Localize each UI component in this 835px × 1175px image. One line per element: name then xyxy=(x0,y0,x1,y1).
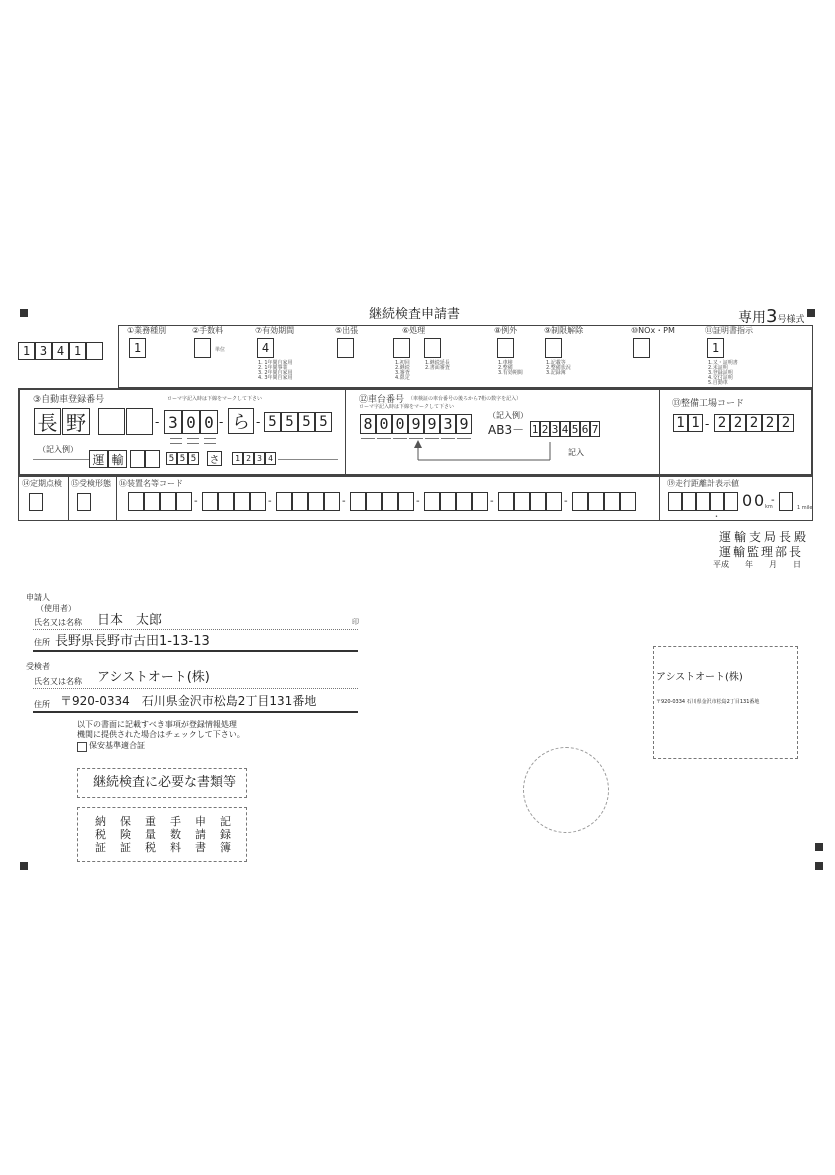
odo-unit2: 1 mile xyxy=(797,505,813,511)
example-class: 5 xyxy=(166,452,177,465)
addressee-line2: 運輸監理部長 xyxy=(719,545,804,559)
shori-note: 2.継続 xyxy=(395,365,410,371)
odo-label: ⑲走行距離計表示値 xyxy=(667,479,739,488)
class-digit[interactable]: 0 xyxy=(200,410,218,434)
seigen-label: ⑨制限解除 xyxy=(544,326,584,335)
odo-digit[interactable] xyxy=(710,492,724,511)
separator: - xyxy=(194,496,198,507)
separator: - xyxy=(342,496,346,507)
example-serial: 2 xyxy=(243,452,254,465)
applicant-role: （使用者） xyxy=(36,604,76,613)
seal-mark: 印 xyxy=(352,618,359,626)
shomei-label: ⑪証明書指示 xyxy=(705,326,753,335)
sochi-digit[interactable] xyxy=(292,492,308,511)
place-char[interactable]: 長 xyxy=(34,408,61,435)
odo-digit[interactable] xyxy=(724,492,738,511)
sochi-digit[interactable] xyxy=(202,492,218,511)
separator: - xyxy=(771,495,775,506)
odo-zero: 0 xyxy=(754,491,765,510)
applicant-address[interactable]: 長野県長野市古田1-13-13 xyxy=(55,634,210,649)
maintenance-label: ⑬整備工場コード xyxy=(672,399,745,409)
romaji-mark[interactable] xyxy=(187,438,199,439)
chassis-digit[interactable]: 0 xyxy=(376,414,392,434)
romaji-mark[interactable] xyxy=(377,438,391,439)
registration-mark xyxy=(20,309,28,317)
example-class: 5 xyxy=(188,452,199,465)
separator: - xyxy=(490,496,494,507)
sochi-digit[interactable] xyxy=(424,492,440,511)
shutsuen-field[interactable] xyxy=(337,338,354,358)
example-serial: 3 xyxy=(254,452,265,465)
form-code-digit[interactable]: 3 xyxy=(35,342,52,360)
example-place xyxy=(130,450,145,468)
sochi-digit[interactable] xyxy=(276,492,292,511)
reigai-field[interactable] xyxy=(497,338,514,358)
chassis-digit[interactable]: 0 xyxy=(392,414,408,434)
sochi-digit[interactable] xyxy=(218,492,234,511)
agent-address[interactable]: 〒920-0334 石川県金沢市松島2丁目131番地 xyxy=(60,694,317,708)
chassis-digit[interactable]: 9 xyxy=(408,414,424,434)
shori-note: 1.継続延長 xyxy=(425,360,450,366)
tesuryo-label: ②手数料 xyxy=(192,326,224,335)
sochi-digit[interactable] xyxy=(546,492,562,511)
sochi-digit[interactable] xyxy=(604,492,620,511)
sochi-digit[interactable] xyxy=(472,492,488,511)
sochi-digit[interactable] xyxy=(620,492,636,511)
reigai-note: 1.車検 xyxy=(498,360,513,366)
chassis-note: （車検証の車台番号の後ろから7桁の数字を記入） xyxy=(408,396,522,402)
sochi-digit[interactable] xyxy=(498,492,514,511)
separator: - xyxy=(155,415,160,429)
yuko-note: 3. 2年間自家用 xyxy=(258,370,293,376)
shomei-note: 3.登録証明 xyxy=(708,370,733,376)
separator: - xyxy=(268,496,272,507)
addressee-line1: 運輸支局長殿 xyxy=(719,530,810,544)
sochi-digit[interactable] xyxy=(440,492,456,511)
sochi-label: ⑯装置名等コード xyxy=(119,479,183,488)
yuko-note: 2. 1年間事業 xyxy=(258,365,288,371)
address-line xyxy=(33,650,358,652)
shori-field-a[interactable] xyxy=(393,338,410,358)
doc-item-shinsei: 申 請 書 xyxy=(195,815,206,854)
chassis-note: ローマ字記入時は下線をマークして下さい xyxy=(359,404,455,410)
example-digit: 3 xyxy=(551,422,559,436)
sochi-digit[interactable] xyxy=(514,492,530,511)
doc-item-nozei: 納 税 証 xyxy=(95,815,106,854)
maintenance-digit[interactable]: 1 xyxy=(688,414,703,432)
yuko-note: 4. 3年間自家用 xyxy=(258,375,293,381)
odo-digit[interactable] xyxy=(668,492,682,511)
shori-note: 4.限定 xyxy=(395,375,410,381)
chassis-label: ⑫車台番号 xyxy=(359,395,405,405)
form-code-digit[interactable]: 1 xyxy=(18,342,35,360)
gyomu-label: ①業務種別 xyxy=(127,326,167,335)
place-char[interactable] xyxy=(126,408,153,435)
arrow-icon xyxy=(410,436,560,466)
form-prefix: 専用 xyxy=(738,310,766,326)
chassis-digit[interactable]: 8 xyxy=(360,414,376,434)
jushin-label: ⑮受検形態 xyxy=(71,479,111,488)
example-place xyxy=(145,450,160,468)
example-digit: 6 xyxy=(581,422,589,436)
applicant-section: 申請人 xyxy=(26,593,50,602)
maintenance-digit[interactable]: 2 xyxy=(746,414,762,432)
romaji-mark[interactable] xyxy=(170,438,182,439)
registration-mark xyxy=(807,309,815,317)
maintenance-digit[interactable]: 2 xyxy=(714,414,730,432)
odo-digit[interactable] xyxy=(682,492,696,511)
form-code-digit[interactable]: 4 xyxy=(52,342,69,360)
sochi-digit[interactable] xyxy=(250,492,266,511)
sochi-digit[interactable] xyxy=(382,492,398,511)
example-serial: 1 xyxy=(232,452,243,465)
class-digit[interactable]: 3 xyxy=(164,410,182,434)
compliance-checkbox[interactable] xyxy=(77,742,87,752)
sochi-digit[interactable] xyxy=(308,492,324,511)
romaji-mark[interactable] xyxy=(204,443,216,444)
example-label: （記入例） xyxy=(38,445,78,454)
gyomu-field[interactable]: 1 xyxy=(129,338,146,358)
example-serial: 4 xyxy=(265,452,276,465)
reigai-note: 2.整備 xyxy=(498,365,513,371)
doc-item-kiroku: 記 録 簿 xyxy=(220,815,231,854)
doc-item-tesu: 手 数 料 xyxy=(170,815,181,854)
applicant-name[interactable]: 日本 太郎 xyxy=(97,613,163,628)
agent-name-label: 氏名又は名称 xyxy=(34,677,82,686)
shori-label: ⑥処理 xyxy=(402,326,426,335)
seigen-note: 1.記載等 xyxy=(546,360,566,366)
romaji-mark[interactable] xyxy=(393,438,407,439)
example-connector xyxy=(278,459,338,460)
place-char[interactable] xyxy=(98,408,125,435)
date-line: 平成 年 月 日 xyxy=(713,560,801,569)
serial-digit[interactable]: 5 xyxy=(315,412,332,432)
example-digit: 5 xyxy=(571,422,579,436)
doc-item-juryo: 重 量 税 xyxy=(145,815,156,854)
chassis-kinyu: 記入 xyxy=(568,448,584,457)
maintenance-digit[interactable]: 2 xyxy=(778,414,794,432)
name-line xyxy=(33,688,358,689)
seigen-note: 2.整備状況 xyxy=(546,365,571,371)
example-place: 輸 xyxy=(108,450,127,468)
sochi-digit[interactable] xyxy=(456,492,472,511)
maintenance-digit[interactable]: 2 xyxy=(730,414,746,432)
odo-zero: 0 xyxy=(742,491,753,510)
yuko-field[interactable]: 4 xyxy=(257,338,274,358)
kana-char[interactable]: ら xyxy=(228,408,254,434)
maintenance-digit[interactable]: 1 xyxy=(673,414,688,432)
example-digit: 2 xyxy=(541,422,549,436)
romaji-mark[interactable] xyxy=(170,443,182,444)
seal-circle xyxy=(523,747,609,833)
example-class: 5 xyxy=(177,452,188,465)
romaji-mark[interactable] xyxy=(361,438,375,439)
registration-label: ③自動車登録番号 xyxy=(33,395,105,405)
registration-mark xyxy=(815,843,823,851)
divider xyxy=(345,388,346,476)
teiki-field[interactable] xyxy=(29,493,43,511)
example-kana: さ xyxy=(207,451,222,466)
place-char[interactable]: 野 xyxy=(62,408,90,435)
chassis-example-label: （記入例） xyxy=(488,411,528,420)
nox-label: ⑩NOx・PM xyxy=(631,326,675,335)
serial-digit[interactable]: 5 xyxy=(298,412,315,432)
agent-name[interactable]: アシストオート(株) xyxy=(97,670,210,685)
agent-section: 受検者 xyxy=(26,662,50,671)
divider xyxy=(68,476,69,521)
serial-digit[interactable]: 5 xyxy=(281,412,298,432)
sochi-digit[interactable] xyxy=(176,492,192,511)
shori-field-b[interactable] xyxy=(424,338,441,358)
example-place: 運 xyxy=(89,450,108,468)
sochi-digit[interactable] xyxy=(160,492,176,511)
seigen-field[interactable] xyxy=(545,338,562,358)
separator: - xyxy=(705,417,710,431)
separator: - xyxy=(256,415,261,429)
romaji-mark[interactable] xyxy=(204,438,216,439)
yuko-note: 1. 1年間自家用 xyxy=(258,360,293,366)
sochi-digit[interactable] xyxy=(350,492,366,511)
form-type xyxy=(738,308,804,326)
shutsuen-label: ⑤出張 xyxy=(335,326,359,335)
sochi-digit[interactable] xyxy=(324,492,340,511)
stamp-address: 〒920-0334 石川県金沢市松島2丁目131番地 xyxy=(656,699,760,705)
stamp-name: アシストオート(株) xyxy=(656,672,743,683)
shomei-note: 5.自動車 xyxy=(708,380,728,386)
sochi-digit[interactable] xyxy=(398,492,414,511)
applicant-name-label: 氏名又は名称 xyxy=(34,618,82,627)
tesuryo-field[interactable] xyxy=(194,338,211,358)
class-digit[interactable]: 0 xyxy=(182,410,200,434)
separator: - xyxy=(416,496,420,507)
notice-line2: 機関に提供された場合はチェックして下さい。 xyxy=(77,730,245,739)
example-digit: 4 xyxy=(561,422,569,436)
shori-note: 3.審査 xyxy=(395,370,410,376)
sochi-digit[interactable] xyxy=(366,492,382,511)
shomei-note: 2.未証明 xyxy=(708,365,728,371)
odo-unit: km xyxy=(765,504,773,510)
chassis-example-prefix: AB3－ xyxy=(488,423,525,437)
divider xyxy=(116,476,117,521)
tesuryo-unit: 単位 xyxy=(215,347,226,353)
example-connector xyxy=(33,459,89,460)
chassis-digit[interactable]: 9 xyxy=(456,414,472,434)
registration-mark xyxy=(815,862,823,870)
name-line xyxy=(33,629,358,630)
form-number: 3 xyxy=(766,306,778,327)
compliance-label: 保安基準適合証 xyxy=(89,741,145,750)
chassis-digit[interactable]: 9 xyxy=(424,414,440,434)
separator: - xyxy=(564,496,568,507)
reigai-label: ⑧例外 xyxy=(494,326,518,335)
sochi-digit[interactable] xyxy=(128,492,144,511)
form-title: 継続検査申請書 xyxy=(369,307,461,322)
sochi-digit[interactable] xyxy=(588,492,604,511)
shori-note: 2.書面審査 xyxy=(425,365,450,371)
doc-item-hoken: 保 険 証 xyxy=(120,815,131,854)
teiki-label: ⑭定期点検 xyxy=(22,479,62,488)
sochi-digit[interactable] xyxy=(530,492,546,511)
shori-note: 1.初回 xyxy=(395,360,410,366)
address-line xyxy=(33,711,358,713)
maintenance-digit[interactable]: 2 xyxy=(762,414,778,432)
serial-digit[interactable]: 5 xyxy=(264,412,281,432)
odo-digit[interactable] xyxy=(696,492,710,511)
jushin-field[interactable] xyxy=(77,493,91,511)
marker-dot: • xyxy=(715,514,718,520)
yuko-label: ⑦有効期間 xyxy=(255,326,295,335)
separator: - xyxy=(219,415,224,429)
registration-note: ローマ字記入時は下線をマークして下さい xyxy=(167,396,263,402)
seigen-note: 3.記録簿 xyxy=(546,370,566,376)
shomei-note: 1.又・証明書 xyxy=(708,360,738,366)
example-digit: 1 xyxy=(531,422,539,436)
shomei-field[interactable]: 1 xyxy=(707,338,724,358)
shomei-note: 4.交付証明 xyxy=(708,375,733,381)
form-code-digit[interactable]: 1 xyxy=(69,342,86,360)
odo-unit-field[interactable] xyxy=(779,492,793,511)
chassis-digit[interactable]: 3 xyxy=(440,414,456,434)
form-code-digit[interactable] xyxy=(86,342,103,360)
form-suffix: 号様式 xyxy=(777,315,805,325)
notice-line1: 以下の書面に記載すべき事項が登録情報処理 xyxy=(77,720,237,729)
registration-mark xyxy=(20,862,28,870)
romaji-mark[interactable] xyxy=(187,443,199,444)
documents-header: 継続検査に必要な書類等 xyxy=(93,775,237,790)
nox-field[interactable] xyxy=(633,338,650,358)
applicant-addr-label: 住所 xyxy=(34,638,50,647)
sochi-digit[interactable] xyxy=(572,492,588,511)
reigai-note: 3.有効期間 xyxy=(498,370,523,376)
example-digit: 7 xyxy=(591,422,599,436)
sochi-digit[interactable] xyxy=(144,492,160,511)
sochi-digit[interactable] xyxy=(234,492,250,511)
agent-addr-label: 住所 xyxy=(34,700,50,709)
